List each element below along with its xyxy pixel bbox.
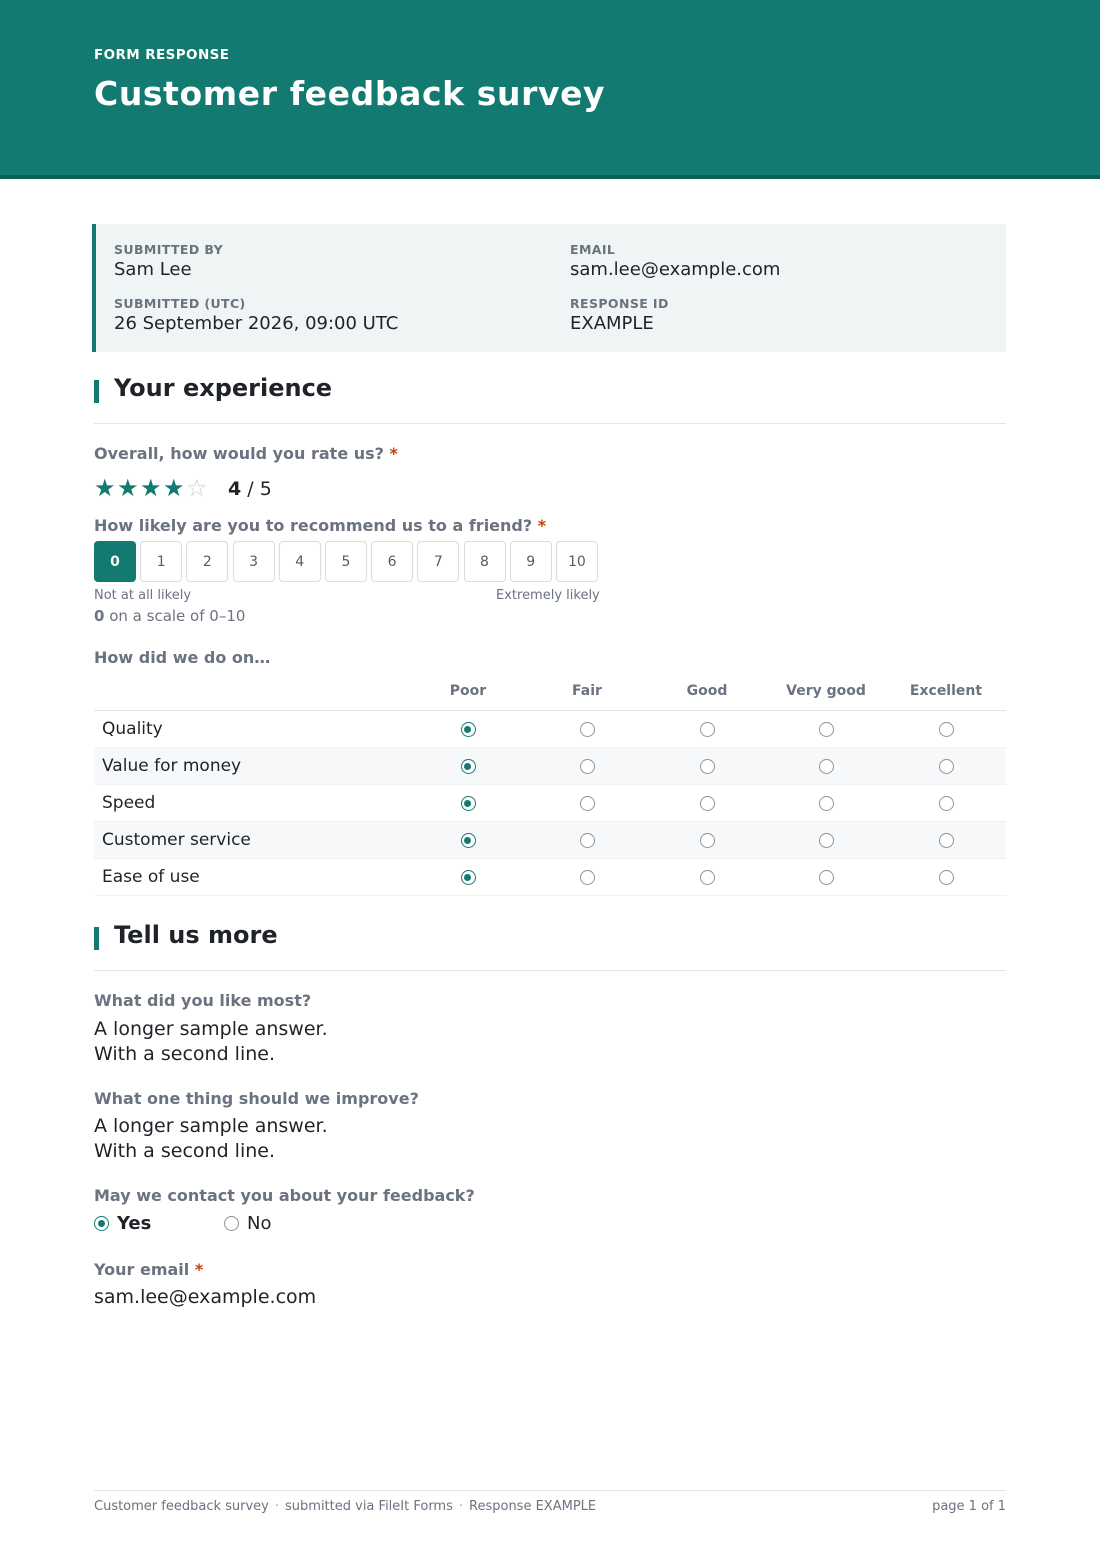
rating-value xyxy=(228,478,272,500)
matrix-column-header: Fair xyxy=(572,683,602,699)
question-matrix: How did we do on… xyxy=(94,648,271,667)
nps-summary-value: 0 xyxy=(94,607,105,625)
meta-label: EMAIL xyxy=(570,242,616,257)
nps-option-3[interactable]: 3 xyxy=(233,541,275,582)
nps-option-5[interactable]: 5 xyxy=(325,541,367,582)
radio-unselected-icon[interactable] xyxy=(700,759,715,774)
submission-meta xyxy=(92,224,1006,352)
star-empty-icon: ☆ xyxy=(186,474,208,502)
nps-option-6[interactable]: 6 xyxy=(371,541,413,582)
page-title: Customer feedback survey xyxy=(94,74,606,113)
footer-separator: · xyxy=(458,1499,464,1514)
question-label: How likely are you to recommend us to a friend? xyxy=(94,516,533,535)
answer-like-most xyxy=(94,1017,328,1067)
required-mark: * xyxy=(537,516,547,535)
matrix-column-header: Very good xyxy=(786,683,866,699)
nps-high-label: Extremely likely xyxy=(496,588,600,603)
star-filled-icon: ★ xyxy=(140,474,162,502)
radio-selected-icon[interactable] xyxy=(94,1216,109,1231)
header-eyebrow: FORM RESPONSE xyxy=(94,47,230,63)
form-header xyxy=(0,0,1100,179)
radio-selected-icon[interactable] xyxy=(461,722,476,737)
radio-unselected-icon[interactable] xyxy=(580,796,595,811)
star-filled-icon: ★ xyxy=(117,474,139,502)
required-mark: * xyxy=(389,444,398,463)
section-accent-bar xyxy=(94,927,99,950)
radio-selected-icon[interactable] xyxy=(461,759,476,774)
question-overall-rating xyxy=(94,444,398,463)
footer-form-name: Customer feedback survey xyxy=(94,1499,269,1514)
radio-unselected-icon[interactable] xyxy=(819,796,834,811)
matrix-row xyxy=(94,748,1006,785)
nps-option-10[interactable]: 10 xyxy=(556,541,598,582)
question-contact: May we contact you about your feedback? xyxy=(94,1186,475,1205)
radio-unselected-icon[interactable] xyxy=(939,796,954,811)
footer-response: Response EXAMPLE xyxy=(469,1499,597,1514)
footer-via: submitted via FileIt Forms xyxy=(285,1499,453,1514)
radio-unselected-icon[interactable] xyxy=(819,759,834,774)
star-rating xyxy=(94,475,209,501)
radio-unselected-icon[interactable] xyxy=(700,796,715,811)
answer-improve xyxy=(94,1114,328,1164)
matrix-row xyxy=(94,711,1006,748)
question-label: Your email xyxy=(94,1260,190,1279)
page-footer xyxy=(94,1490,1006,1514)
nps-option-4[interactable]: 4 xyxy=(279,541,321,582)
rating-score: 4 xyxy=(228,478,242,500)
matrix-row-label: Ease of use xyxy=(102,867,200,887)
section-title: Tell us more xyxy=(114,921,278,949)
nps-option-1[interactable]: 1 xyxy=(140,541,182,582)
footer-info xyxy=(94,1499,596,1514)
meta-response-id xyxy=(570,296,669,334)
footer-page-number: page 1 of 1 xyxy=(932,1499,1006,1514)
matrix-row-label: Quality xyxy=(102,719,163,739)
nps-summary xyxy=(94,607,245,625)
required-mark: * xyxy=(194,1260,204,1279)
contact-option-no[interactable] xyxy=(224,1213,271,1234)
question-label: Overall, how would you rate us? xyxy=(94,444,384,463)
meta-value: EXAMPLE xyxy=(570,313,654,334)
radio-unselected-icon[interactable] xyxy=(700,870,715,885)
radio-unselected-icon[interactable] xyxy=(819,870,834,885)
radio-selected-icon[interactable] xyxy=(461,870,476,885)
meta-email xyxy=(570,242,780,280)
section-accent-bar xyxy=(94,380,99,403)
section-your-experience xyxy=(94,374,1006,424)
answer-line: With a second line. xyxy=(94,1140,275,1162)
radio-unselected-icon[interactable] xyxy=(939,870,954,885)
section-tell-us-more xyxy=(94,921,1006,971)
radio-selected-icon[interactable] xyxy=(461,796,476,811)
meta-submitted-time xyxy=(114,296,398,334)
radio-unselected-icon[interactable] xyxy=(819,722,834,737)
star-filled-icon: ★ xyxy=(94,474,116,502)
nps-option-7[interactable]: 7 xyxy=(417,541,459,582)
meta-label: RESPONSE ID xyxy=(570,296,669,311)
nps-option-2[interactable]: 2 xyxy=(186,541,228,582)
rating-matrix xyxy=(94,674,1006,896)
matrix-row-label: Speed xyxy=(102,793,156,813)
radio-unselected-icon[interactable] xyxy=(939,722,954,737)
question-your-email xyxy=(94,1260,203,1279)
option-label: No xyxy=(247,1213,272,1234)
star-filled-icon: ★ xyxy=(163,474,185,502)
radio-unselected-icon[interactable] xyxy=(580,870,595,885)
section-title: Your experience xyxy=(114,374,333,402)
matrix-column-header: Good xyxy=(686,683,728,699)
matrix-column-header: Poor xyxy=(449,683,487,699)
radio-unselected-icon[interactable] xyxy=(819,833,834,848)
nps-option-9[interactable]: 9 xyxy=(510,541,552,582)
radio-unselected-icon[interactable] xyxy=(939,759,954,774)
matrix-row xyxy=(94,822,1006,859)
matrix-row xyxy=(94,859,1006,896)
question-improve: What one thing should we improve? xyxy=(94,1089,419,1108)
meta-submitted-by xyxy=(114,242,223,280)
answer-line: With a second line. xyxy=(94,1043,275,1065)
answer-line: A longer sample answer. xyxy=(94,1018,328,1040)
radio-unselected-icon[interactable] xyxy=(939,833,954,848)
matrix-header xyxy=(94,674,1006,711)
radio-unselected-icon[interactable] xyxy=(580,833,595,848)
footer-separator: · xyxy=(274,1499,280,1514)
matrix-column-header: Excellent xyxy=(909,683,983,699)
rating-max: / 5 xyxy=(247,478,272,500)
meta-value: Sam Lee xyxy=(114,259,192,280)
nps-option-8[interactable]: 8 xyxy=(464,541,506,582)
radio-unselected-icon[interactable] xyxy=(580,722,595,737)
radio-unselected-icon[interactable] xyxy=(224,1216,239,1231)
meta-value: 26 September 2026, 09:00 UTC xyxy=(114,313,399,334)
option-label: Yes xyxy=(117,1213,152,1234)
radio-unselected-icon[interactable] xyxy=(700,722,715,737)
matrix-row-label: Value for money xyxy=(102,756,242,776)
matrix-row xyxy=(94,785,1006,822)
nps-scale xyxy=(94,541,602,582)
question-recommend xyxy=(94,516,546,535)
meta-label: SUBMITTED BY xyxy=(114,242,224,257)
question-like-most: What did you like most? xyxy=(94,991,312,1010)
contact-option-yes[interactable] xyxy=(94,1213,151,1234)
meta-label: SUBMITTED (UTC) xyxy=(114,296,246,311)
radio-unselected-icon[interactable] xyxy=(580,759,595,774)
meta-value: sam.lee@example.com xyxy=(570,259,781,280)
radio-selected-icon[interactable] xyxy=(461,833,476,848)
matrix-row-label: Customer service xyxy=(102,830,251,850)
radio-unselected-icon[interactable] xyxy=(700,833,715,848)
nps-summary-text: on a scale of 0–10 xyxy=(109,607,246,625)
nps-low-label: Not at all likely xyxy=(94,588,192,603)
nps-option-0[interactable]: 0 xyxy=(94,541,136,582)
answer-line: A longer sample answer. xyxy=(94,1115,328,1137)
answer-your-email: sam.lee@example.com xyxy=(94,1286,317,1308)
